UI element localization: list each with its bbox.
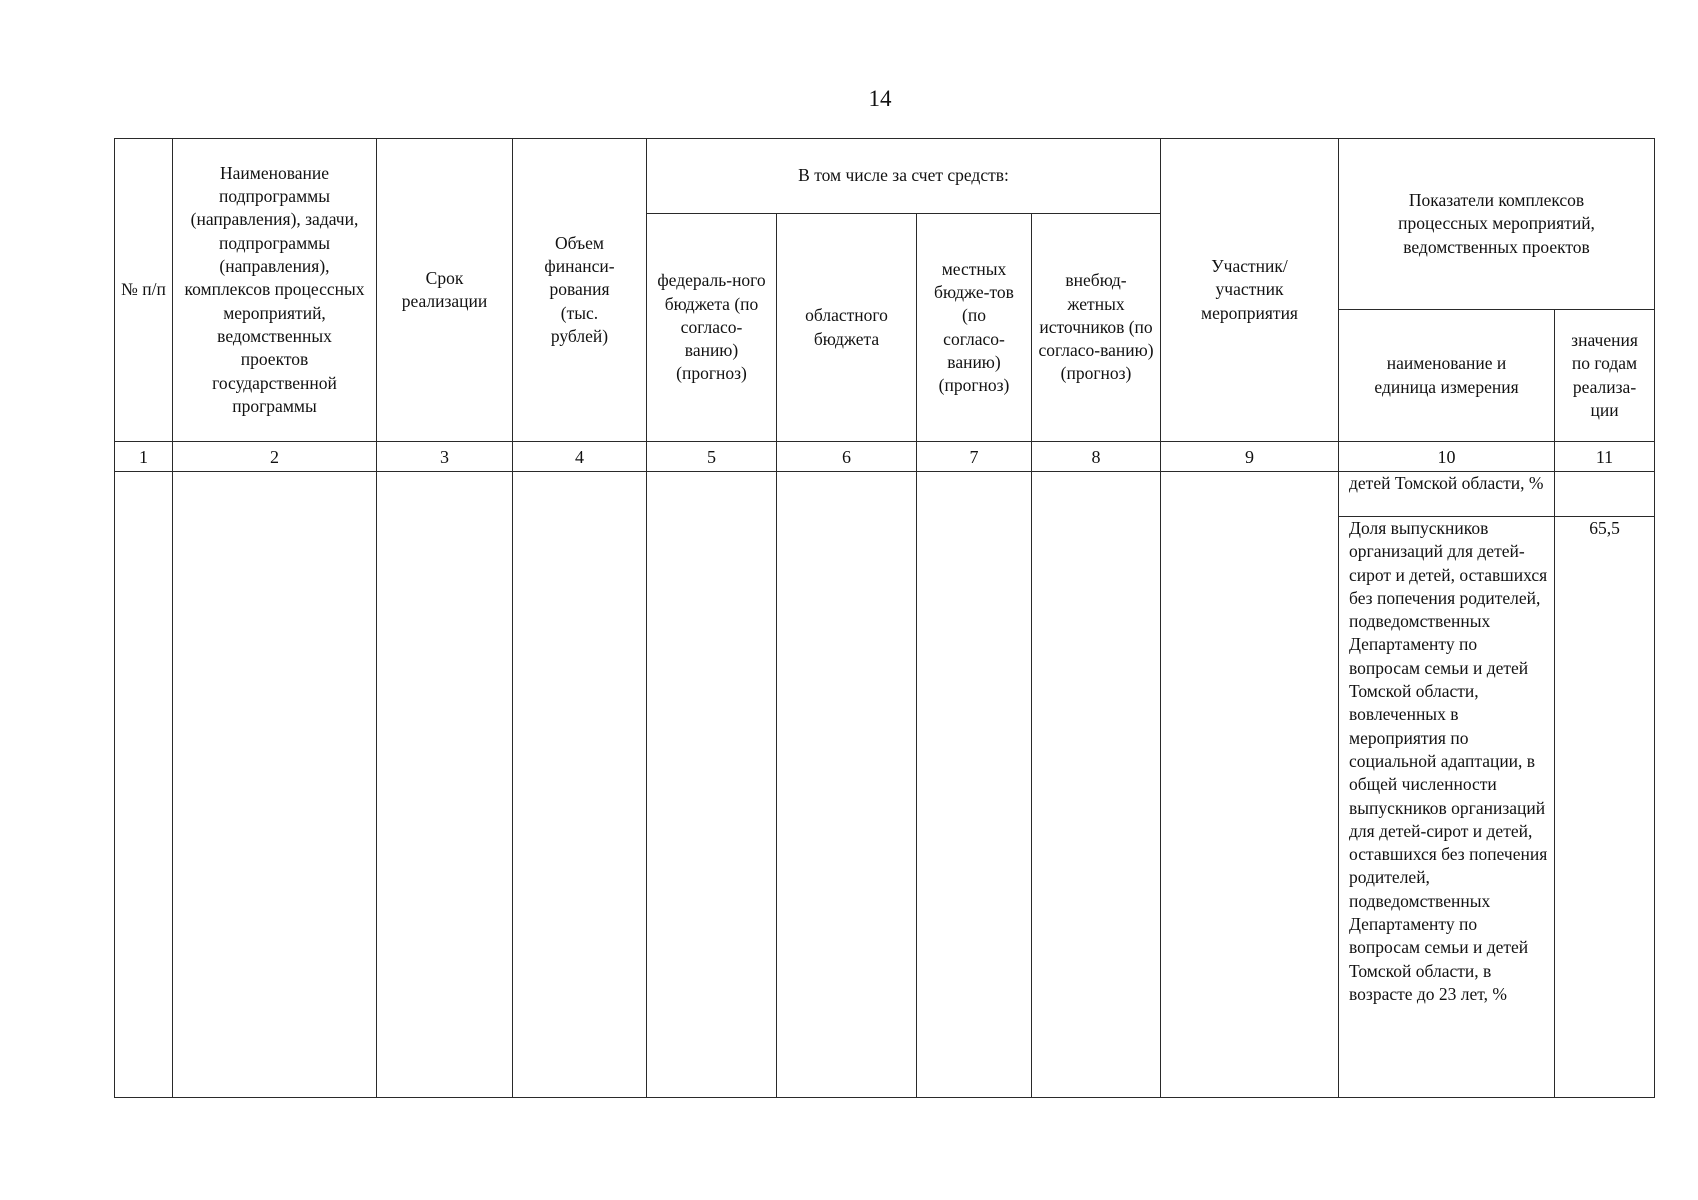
header-local: местных бюдже-тов (по согласо-ванию) (прогноз) bbox=[917, 214, 1032, 442]
column-number: 1 bbox=[115, 442, 173, 472]
column-number: 8 bbox=[1032, 442, 1161, 472]
header-regional: областного бюджета bbox=[777, 214, 917, 442]
header-term: Срок реализации bbox=[377, 139, 513, 442]
header-volume: Объем финанси-рования (тыс. рублей) bbox=[513, 139, 647, 442]
column-number: 11 bbox=[1555, 442, 1655, 472]
column-number: 4 bbox=[513, 442, 647, 472]
empty-cell bbox=[513, 472, 647, 1098]
empty-cell bbox=[377, 472, 513, 1098]
header-name: Наименование подпрограммы (направления), задачи, подпрограммы (направления), комплексов процессных мероприятий, ведомственных проектов государственной программы bbox=[173, 139, 377, 442]
empty-cell bbox=[647, 472, 777, 1098]
empty-cell bbox=[173, 472, 377, 1098]
empty-cell bbox=[1161, 472, 1339, 1098]
header-indicator-values: значения по годам реализа-ции bbox=[1555, 310, 1655, 442]
indicator-value-cell: 65,5 bbox=[1555, 517, 1655, 1098]
indicator-name-cell: Доля выпускников организаций для детей-сирот и детей, оставшихся без попечения родителей, подведомственных Департаменту по вопросам семьи и детей Томской области, вовлеченных в мероприятия по социальной адаптации, в общей численности выпускников организаций для детей-сирот и детей, оставшихся без попечения родителей, подведомственных Департаменту по вопросам семьи и детей Томской области, в возрасте до 23 лет, % bbox=[1339, 517, 1555, 1098]
header-participant: Участник/ участник мероприятия bbox=[1161, 139, 1339, 442]
header-number: № п/п bbox=[115, 139, 173, 442]
program-table bbox=[114, 138, 1655, 1098]
table-row bbox=[115, 472, 1655, 517]
empty-cell bbox=[1032, 472, 1161, 1098]
header-row-1 bbox=[115, 139, 1655, 214]
column-number-row bbox=[115, 442, 1655, 472]
header-indicator-name: наименование и единица измерения bbox=[1339, 310, 1555, 442]
header-federal: федераль-ного бюджета (по согласо-ванию) (прогноз) bbox=[647, 214, 777, 442]
column-number: 5 bbox=[647, 442, 777, 472]
column-number: 2 bbox=[173, 442, 377, 472]
column-number: 6 bbox=[777, 442, 917, 472]
empty-cell bbox=[777, 472, 917, 1098]
header-extrabudget: внебюд-жетных источников (по согласо-ванию) (прогноз) bbox=[1032, 214, 1161, 442]
column-number: 3 bbox=[377, 442, 513, 472]
column-number: 9 bbox=[1161, 442, 1339, 472]
header-indicators-group: Показатели комплексов процессных мероприятий, ведомственных проектов bbox=[1339, 139, 1655, 310]
column-number: 7 bbox=[917, 442, 1032, 472]
indicator-value-cell bbox=[1555, 472, 1655, 517]
column-number: 10 bbox=[1339, 442, 1555, 472]
empty-cell bbox=[115, 472, 173, 1098]
indicator-name-cell: детей Томской области, % bbox=[1339, 472, 1555, 517]
empty-cell bbox=[917, 472, 1032, 1098]
header-funding-group: В том числе за счет средств: bbox=[647, 139, 1161, 214]
page-number: 14 bbox=[868, 86, 892, 111]
